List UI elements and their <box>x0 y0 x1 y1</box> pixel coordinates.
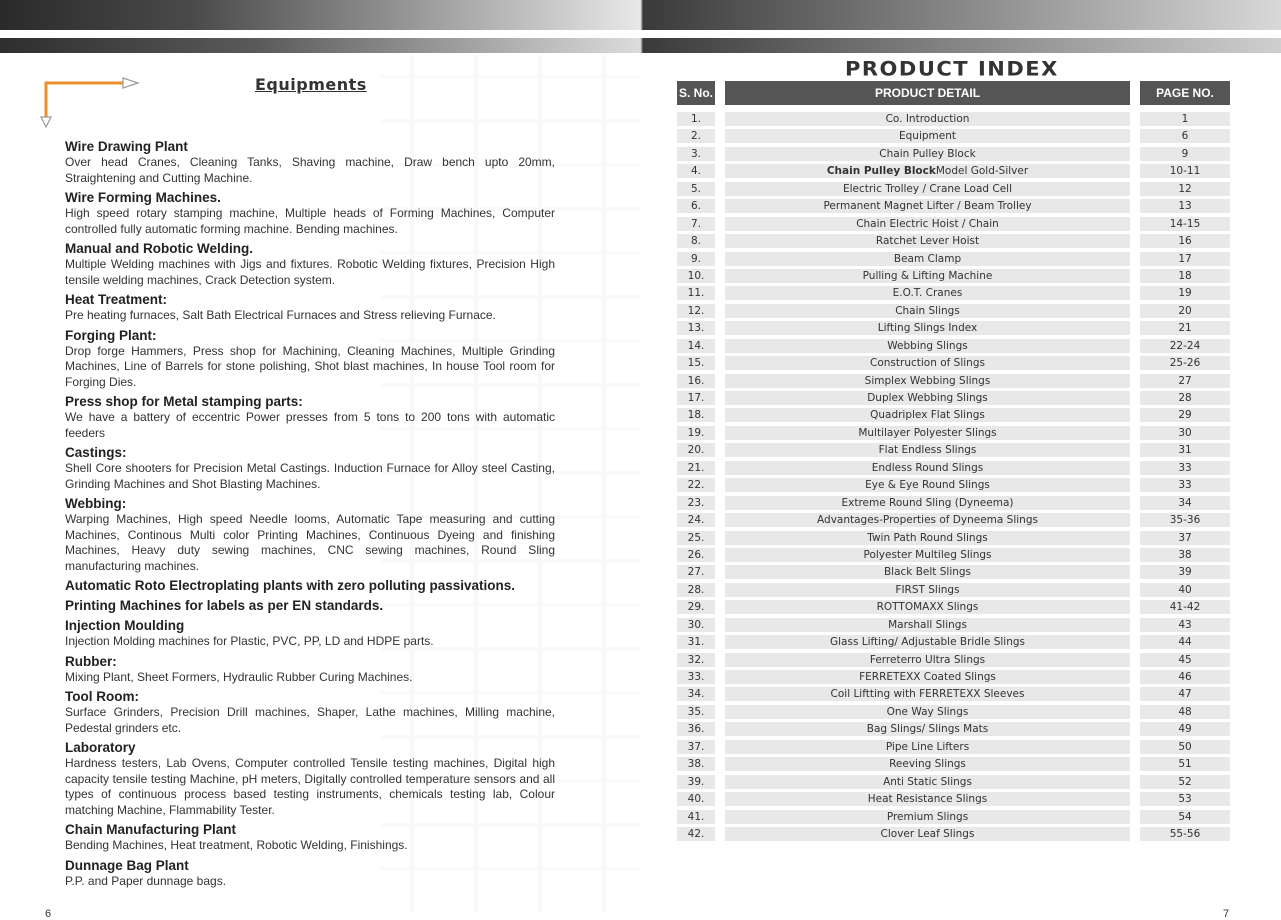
row-page-no: 22-24 <box>1140 339 1230 353</box>
row-page-no: 35-36 <box>1140 513 1230 527</box>
row-sno: 41. <box>677 810 715 824</box>
table-row <box>677 598 1230 615</box>
table-row <box>677 110 1230 127</box>
table-row <box>677 337 1230 354</box>
table-row <box>677 319 1230 336</box>
row-sno: 40. <box>677 792 715 806</box>
table-row <box>677 215 1230 232</box>
row-product-detail: Premium Slings <box>725 810 1130 824</box>
row-page-no: 6 <box>1140 129 1230 143</box>
equipments-page <box>0 55 640 920</box>
row-product-detail: Advantages-Properties of Dyneema Slings <box>725 513 1130 527</box>
row-product-detail: E.O.T. Cranes <box>725 286 1130 300</box>
table-row <box>677 581 1230 598</box>
row-sno: 16. <box>677 374 715 388</box>
row-product-detail: Chain Pulley Block Model Gold-Silver <box>725 164 1130 178</box>
equipment-heading: Manual and Robotic Welding. <box>65 241 253 256</box>
table-row <box>677 668 1230 685</box>
equipment-heading: Wire Drawing Plant <box>65 139 188 154</box>
row-product-detail: Extreme Round Sling (Dyneema) <box>725 496 1130 510</box>
row-sno: 38. <box>677 757 715 771</box>
row-page-no: 46 <box>1140 670 1230 684</box>
row-sno: 36. <box>677 722 715 736</box>
equipment-heading: Tool Room: <box>65 689 139 704</box>
row-sno: 15. <box>677 356 715 370</box>
equipment-description: Injection Molding machines for Plastic, PVC, PP, LD and HDPE parts. <box>65 634 434 648</box>
equipment-description: Warping Machines, High speed Needle looms, Automatic Tape measuring and cutting Machines, Continous Multi color Printing Machines, Continuous Dyeing and finishing Machines, Heavy duty sewing machines, CNC sewing machines, Round Sling manufacturing machines. <box>65 512 555 573</box>
row-product-detail: Ferreterro Ultra Slings <box>725 653 1130 667</box>
row-page-no: 10-11 <box>1140 164 1230 178</box>
row-sno: 27. <box>677 565 715 579</box>
row-page-no: 21 <box>1140 321 1230 335</box>
index-table <box>677 110 1230 842</box>
equipment-description: Drop forge Hammers, Press shop for Machining, Cleaning Machines, Multiple Grinding Machines, Line of Barrels for stone polishing, Shot blast machines, In house Tool room for Forging Dies. <box>65 343 555 389</box>
row-product-detail: Beam Clamp <box>725 252 1130 266</box>
equipment-item <box>65 617 555 650</box>
row-page-no: 49 <box>1140 722 1230 736</box>
second-decorative-band <box>0 38 1281 53</box>
row-page-no: 52 <box>1140 775 1230 789</box>
row-sno: 42. <box>677 827 715 841</box>
table-row <box>677 703 1230 720</box>
row-page-no: 37 <box>1140 531 1230 545</box>
row-product-detail: Clover Leaf Slings <box>725 827 1130 841</box>
table-row <box>677 616 1230 633</box>
product-index-page <box>640 55 1281 920</box>
row-product-detail: Ratchet Lever Hoist <box>725 234 1130 248</box>
top-decorative-band <box>0 0 1281 30</box>
row-page-no: 31 <box>1140 443 1230 457</box>
row-page-no: 55-56 <box>1140 827 1230 841</box>
row-product-detail: Equipment <box>725 129 1130 143</box>
table-row <box>677 267 1230 284</box>
row-sno: 2. <box>677 129 715 143</box>
hook-pointer-icon <box>38 77 148 127</box>
table-row <box>677 197 1230 214</box>
equipment-description: Over head Cranes, Cleaning Tanks, Shaving machine, Draw bench upto 20mm, Straightening and Cutting Machine. <box>65 155 555 185</box>
row-page-no: 28 <box>1140 391 1230 405</box>
row-product-detail: Marshall Slings <box>725 618 1130 632</box>
row-sno: 7. <box>677 217 715 231</box>
table-row <box>677 145 1230 162</box>
table-row <box>677 511 1230 528</box>
table-row <box>677 180 1230 197</box>
row-product-detail: Pipe Line Lifters <box>725 740 1130 754</box>
table-row <box>677 685 1230 702</box>
row-page-no: 19 <box>1140 286 1230 300</box>
equipment-item <box>65 291 555 324</box>
equipment-item <box>65 444 555 492</box>
row-product-detail: FIRST Slings <box>725 583 1130 597</box>
table-row <box>677 633 1230 650</box>
row-page-no: 27 <box>1140 374 1230 388</box>
page-number-left: 6 <box>45 908 52 920</box>
band-gap <box>0 30 1281 38</box>
header-product-detail: PRODUCT DETAIL <box>725 81 1130 105</box>
row-sno: 13. <box>677 321 715 335</box>
table-row <box>677 459 1230 476</box>
table-row <box>677 424 1230 441</box>
table-row <box>677 651 1230 668</box>
table-row <box>677 773 1230 790</box>
row-sno: 35. <box>677 705 715 719</box>
equipment-item <box>65 327 555 391</box>
row-sno: 22. <box>677 478 715 492</box>
row-sno: 8. <box>677 234 715 248</box>
table-row <box>677 738 1230 755</box>
row-product-detail: Construction of Slings <box>725 356 1130 370</box>
row-product-detail: Quadriplex Flat Slings <box>725 408 1130 422</box>
row-sno: 33. <box>677 670 715 684</box>
row-product-detail: Chain Pulley Block <box>725 147 1130 161</box>
equipment-heading: Printing Machines for labels as per EN standards. <box>65 598 384 613</box>
row-sno: 3. <box>677 147 715 161</box>
row-page-no: 38 <box>1140 548 1230 562</box>
row-sno: 6. <box>677 199 715 213</box>
equipment-heading: Dunnage Bag Plant <box>65 857 189 873</box>
table-row <box>677 441 1230 458</box>
row-page-no: 29 <box>1140 408 1230 422</box>
row-page-no: 39 <box>1140 565 1230 579</box>
equipment-heading: Forging Plant: <box>65 327 157 343</box>
equipment-description: Shell Core shooters for Precision Metal Castings. Induction Furnace for Alloy steel Casting, Grinding Machines and Shot Blasting Machines. <box>65 461 555 491</box>
row-product-detail: Coil Liftting with FERRETEXX Sleeves <box>725 687 1130 701</box>
equipment-item <box>65 739 555 818</box>
row-page-no: 20 <box>1140 304 1230 318</box>
header-sno: S. No. <box>677 81 715 105</box>
equipment-heading: Automatic Roto Electroplating plants with zero polluting passivations. <box>65 578 516 593</box>
row-sno: 20. <box>677 443 715 457</box>
row-product-detail: Chain Slings <box>725 304 1130 318</box>
row-product-detail: Multilayer Polyester Slings <box>725 426 1130 440</box>
equipment-description: Hardness testers, Lab Ovens, Computer controlled Tensile testing machines, Digital high capacity tensile testing Machine, pH meters, Digitally controlled temperature sensors and all types of continuous process based testing instruments, chemicals testing lab, Colour matching Machine, Flammability Tester. <box>65 756 555 817</box>
row-page-no: 30 <box>1140 426 1230 440</box>
row-product-detail: Polyester Multileg Slings <box>725 548 1130 562</box>
row-product-detail: Twin Path Round Slings <box>725 531 1130 545</box>
row-product-detail: Black Belt Slings <box>725 565 1130 579</box>
equipment-item <box>65 577 555 594</box>
row-sno: 14. <box>677 339 715 353</box>
row-page-no: 41-42 <box>1140 600 1230 614</box>
table-row <box>677 825 1230 842</box>
table-row <box>677 250 1230 267</box>
table-row <box>677 284 1230 301</box>
row-sno: 23. <box>677 496 715 510</box>
equipment-item <box>65 688 555 736</box>
row-page-no: 14-15 <box>1140 217 1230 231</box>
row-sno: 11. <box>677 286 715 300</box>
row-page-no: 25-26 <box>1140 356 1230 370</box>
row-page-no: 44 <box>1140 635 1230 649</box>
table-row <box>677 372 1230 389</box>
row-product-detail: Glass Lifting/ Adjustable Bridle Slings <box>725 635 1130 649</box>
row-product-detail: ROTTOMAXX Slings <box>725 600 1130 614</box>
row-product-detail: Endless Round Slings <box>725 461 1130 475</box>
row-product-detail: Lifting Slings Index <box>725 321 1130 335</box>
equipment-description: High speed rotary stamping machine, Multiple heads of Forming Machines, Computer controlled fully automatic forming machine. Bending machines. <box>65 206 555 236</box>
row-page-no: 47 <box>1140 687 1230 701</box>
page-number-right: 7 <box>1223 908 1230 920</box>
row-sno: 30. <box>677 618 715 632</box>
row-page-no: 33 <box>1140 478 1230 492</box>
row-product-detail: Pulling & Lifting Machine <box>725 269 1130 283</box>
table-row <box>677 790 1230 807</box>
row-page-no: 40 <box>1140 583 1230 597</box>
row-sno: 18. <box>677 408 715 422</box>
equipment-item <box>65 495 555 574</box>
row-sno: 29. <box>677 600 715 614</box>
equipment-description: Surface Grinders, Precision Drill machines, Shaper, Lathe machines, Milling machine, Pedestal grinders etc. <box>65 705 555 735</box>
row-sno: 31. <box>677 635 715 649</box>
equipment-description: Multiple Welding machines with Jigs and fixtures. Robotic Welding fixtures, Precision High tensile welding machines, Crack Detection system. <box>65 257 555 287</box>
row-page-no: 51 <box>1140 757 1230 771</box>
row-sno: 37. <box>677 740 715 754</box>
equipment-heading: Rubber: <box>65 653 117 669</box>
row-product-detail: Heat Resistance Slings <box>725 792 1130 806</box>
row-product-detail: Co. Introduction <box>725 112 1130 126</box>
row-product-detail: Flat Endless Slings <box>725 443 1130 457</box>
row-product-detail: FERRETEXX Coated Slings <box>725 670 1130 684</box>
table-row <box>677 529 1230 546</box>
row-sno: 1. <box>677 112 715 126</box>
header-page-no: PAGE NO. <box>1140 81 1230 105</box>
table-row <box>677 494 1230 511</box>
row-page-no: 54 <box>1140 810 1230 824</box>
row-sno: 10. <box>677 269 715 283</box>
table-row <box>677 546 1230 563</box>
equipment-item <box>65 189 555 237</box>
equipment-item <box>65 821 555 854</box>
row-product-detail: Eye & Eye Round Slings <box>725 478 1130 492</box>
equipment-heading: Laboratory <box>65 740 136 755</box>
row-sno: 25. <box>677 531 715 545</box>
equipment-item <box>65 653 555 686</box>
table-row <box>677 563 1230 580</box>
equipment-description: Pre heating furnaces, Salt Bath Electrical Furnaces and Stress relieving Furnace. <box>65 308 496 322</box>
row-sno: 17. <box>677 391 715 405</box>
row-sno: 24. <box>677 513 715 527</box>
row-sno: 12. <box>677 304 715 318</box>
equipment-heading: Press shop for Metal stamping parts: <box>65 394 303 409</box>
equipment-heading: Injection Moulding <box>65 618 185 633</box>
row-page-no: 53 <box>1140 792 1230 806</box>
row-product-detail: One Way Slings <box>725 705 1130 719</box>
row-page-no: 16 <box>1140 234 1230 248</box>
table-row <box>677 162 1230 179</box>
equipment-item <box>65 240 555 288</box>
row-sno: 26. <box>677 548 715 562</box>
row-page-no: 12 <box>1140 182 1230 196</box>
row-product-detail: Permanent Magnet Lifter / Beam Trolley <box>725 199 1130 213</box>
table-row <box>677 476 1230 493</box>
equipment-description: Bending Machines, Heat treatment, Robotic Welding, Finishings. <box>65 838 408 852</box>
table-row <box>677 389 1230 406</box>
equipment-heading: Wire Forming Machines. <box>65 190 221 205</box>
row-page-no: 1 <box>1140 112 1230 126</box>
row-sno: 28. <box>677 583 715 597</box>
row-product-detail: Simplex Webbing Slings <box>725 374 1130 388</box>
table-row <box>677 406 1230 423</box>
row-product-detail: Anti Static Slings <box>725 775 1130 789</box>
table-row <box>677 302 1230 319</box>
row-page-no: 43 <box>1140 618 1230 632</box>
row-page-no: 13 <box>1140 199 1230 213</box>
table-row <box>677 808 1230 825</box>
equipment-heading: Castings: <box>65 445 127 460</box>
equipment-item <box>65 393 555 441</box>
row-product-detail: Webbing Slings <box>725 339 1130 353</box>
equipment-heading: Heat Treatment: <box>65 292 168 307</box>
row-sno: 21. <box>677 461 715 475</box>
equipment-description: We have a battery of eccentric Power presses from 5 tons to 200 tons with automatic feeders <box>65 410 555 440</box>
row-page-no: 9 <box>1140 147 1230 161</box>
equipment-item <box>65 857 555 890</box>
equipment-description: P.P. and Paper dunnage bags. <box>65 873 227 888</box>
equipment-heading: Chain Manufacturing Plant <box>65 822 237 837</box>
table-row <box>677 720 1230 737</box>
row-product-detail: Bag Slings/ Slings Mats <box>725 722 1130 736</box>
table-row <box>677 354 1230 371</box>
equipment-item <box>65 597 555 614</box>
row-page-no: 34 <box>1140 496 1230 510</box>
row-page-no: 50 <box>1140 740 1230 754</box>
row-sno: 19. <box>677 426 715 440</box>
equipment-list <box>65 135 555 890</box>
equipment-item <box>65 138 555 186</box>
row-sno: 9. <box>677 252 715 266</box>
equipment-heading: Webbing: <box>65 496 127 511</box>
row-sno: 5. <box>677 182 715 196</box>
page-title: PRODUCT INDEX <box>845 57 1059 81</box>
row-page-no: 17 <box>1140 252 1230 266</box>
row-sno: 32. <box>677 653 715 667</box>
row-sno: 39. <box>677 775 715 789</box>
row-page-no: 33 <box>1140 461 1230 475</box>
row-product-detail: Chain Electric Hoist / Chain <box>725 217 1130 231</box>
row-sno: 34. <box>677 687 715 701</box>
row-page-no: 18 <box>1140 269 1230 283</box>
row-product-detail: Electric Trolley / Crane Load Cell <box>725 182 1130 196</box>
row-page-no: 48 <box>1140 705 1230 719</box>
equipment-description: Mixing Plant, Sheet Formers, Hydraulic Rubber Curing Machines. <box>65 669 413 684</box>
table-row <box>677 127 1230 144</box>
row-product-detail: Reeving Slings <box>725 757 1130 771</box>
row-page-no: 45 <box>1140 653 1230 667</box>
row-sno: 4. <box>677 164 715 178</box>
table-row <box>677 755 1230 772</box>
table-row <box>677 232 1230 249</box>
row-product-detail: Duplex Webbing Slings <box>725 391 1130 405</box>
section-title: Equipments <box>255 75 367 94</box>
